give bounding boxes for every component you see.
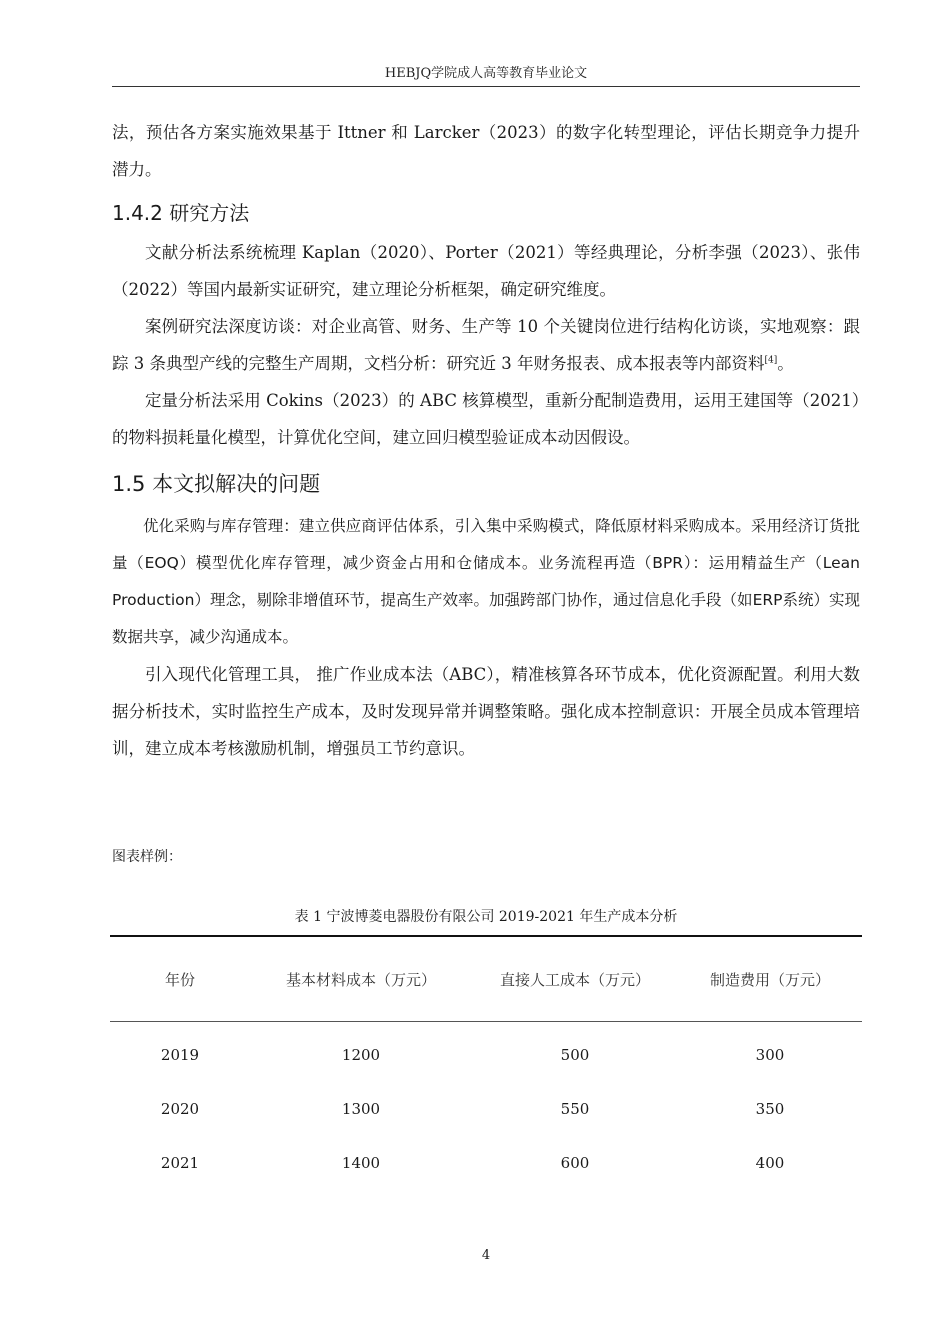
running-header: HEBJQ学院成人高等教育毕业论文 (384, 66, 588, 81)
table-row (110, 1022, 862, 1083)
cell-year: 2021 (160, 1154, 200, 1172)
table-header-row (110, 936, 862, 1022)
cost-table (110, 935, 862, 1190)
cell-labor: 500 (560, 1046, 590, 1064)
citation-ref: [4] (764, 355, 778, 366)
cell-year: 2019 (160, 1046, 200, 1064)
paragraph-procurement: 优化采购与库存管理：建立供应商评估体系，引入集中采购模式，降低原材料采购成本。采用经济订货批量（EOQ）模型优化库存管理，减少资金占用和仓储成本。业务流程再造（BPR）：运用精益生产（Lean Production）理念，剔除非增值环节，提高生产效率。加强跨部门协作，通过信息化手段（如ERP系统）实现数据共享，减少沟通成本。 (112, 517, 860, 646)
cell-year: 2020 (160, 1100, 200, 1118)
cell-overhead: 300 (755, 1046, 785, 1064)
cell-material: 1400 (341, 1154, 381, 1172)
cell-material: 1200 (341, 1046, 381, 1064)
cell-overhead: 350 (755, 1100, 785, 1118)
paragraph-management-tools: 引入现代化管理工具， 推广作业成本法（ABC），精准核算各环节成本，优化资源配置。利用大数据分析技术，实时监控生产成本，及时发现异常并调整策略。强化成本控制意识：开展全员成本管理培训，建立成本考核激励机制，增强员工节约意识。 (112, 665, 860, 758)
heading-1-4-2: 1.4.2 研究方法 (112, 201, 250, 225)
header-year: 年份 (110, 936, 250, 1022)
page-number: 4 (481, 1248, 491, 1263)
header-labor-cost: 直接人工成本（万元） (472, 936, 678, 1022)
header-overhead: 制造费用（万元） (678, 936, 862, 1022)
cell-labor: 600 (560, 1154, 590, 1172)
case-study-end: 。 (777, 354, 794, 373)
cell-labor: 550 (560, 1100, 590, 1118)
cell-material: 1300 (341, 1100, 381, 1118)
header-rule (112, 86, 860, 87)
case-study-text: 案例研究法深度访谈：对企业高管、财务、生产等 10 个关键岗位进行结构化访谈，实地观察：跟踪 3 条典型产线的完整生产周期，文档分析：研究近 3 年财务报表、成本报表等内部资料 (112, 317, 860, 373)
paragraph-quantitative: 定量分析法采用 Cokins（2023）的 ABC 核算模型，重新分配制造费用，运用王建国等（2021）的物料损耗量化模型，计算优化空间，建立回归模型验证成本动因假设。 (112, 391, 860, 447)
table-row (110, 1136, 862, 1190)
paragraph-case-study (112, 308, 860, 382)
header-material-cost: 基本材料成本（万元） (250, 936, 472, 1022)
table-row (110, 1082, 862, 1136)
paragraph-continued: 法，预估各方案实施效果基于 Ittner 和 Larcker（2023）的数字化转型理论，评估长期竞争力提升潜力。 (112, 123, 860, 179)
table-caption: 表 1 宁波博菱电器股份有限公司 2019-2021 年生产成本分析 (294, 909, 678, 925)
cell-overhead: 400 (755, 1154, 785, 1172)
paragraph-literature: 文献分析法系统梳理 Kaplan（2020）、Porter（2021）等经典理论，分析李强（2023）、张伟（2022）等国内最新实证研究，建立理论分析框架，确定研究维度。 (112, 243, 860, 299)
heading-1-5: 1.5 本文拟解决的问题 (112, 472, 321, 496)
example-label: 图表样例： (112, 849, 182, 865)
body-text (112, 114, 860, 767)
